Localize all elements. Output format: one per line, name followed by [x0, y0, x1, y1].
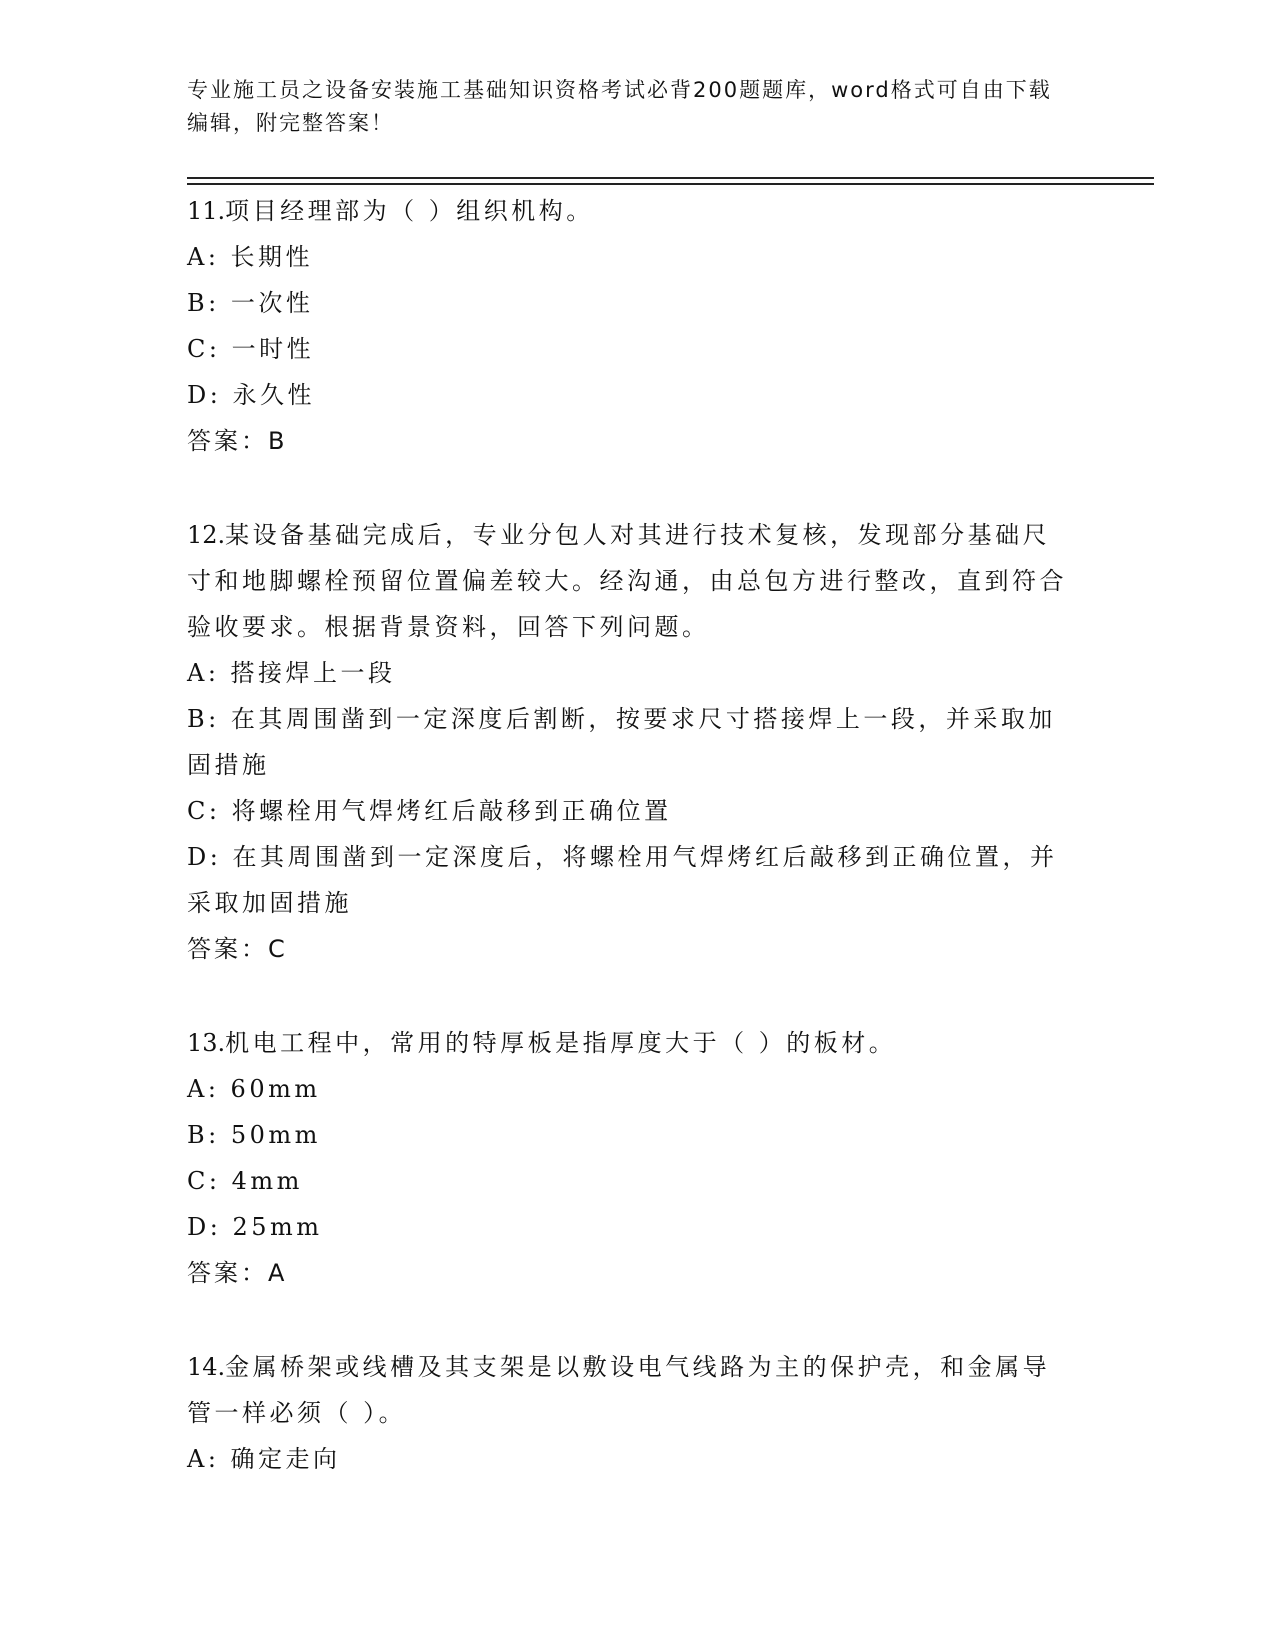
question-11	[187, 188, 1077, 464]
question-list	[187, 188, 1077, 1530]
option-c: C: 将螺栓用气焊烤红后敲移到正确位置	[187, 797, 672, 825]
question-12	[187, 512, 1077, 972]
option-a: A: 60mm	[187, 1075, 321, 1103]
answer-label: 答案：B	[187, 427, 288, 455]
option-c: C: 4mm	[187, 1167, 303, 1195]
page-header	[187, 74, 1067, 140]
question-stem	[187, 188, 1077, 234]
question-number: 11.	[187, 197, 226, 225]
option-d: D: 在其周围凿到一定深度后，将螺栓用气焊烤红后敲移到正确位置，并采取加固措施	[187, 843, 1058, 917]
header-text: 专业施工员之设备安装施工基础知识资格考试必背200题题库，word格式可自由下载编辑，附完整答案！	[187, 78, 1052, 135]
answer-label: 答案：C	[187, 935, 288, 963]
question-text: 机电工程中，常用的特厚板是指厚度大于（ ）的板材。	[225, 1029, 897, 1057]
option-c: C: 一时性	[187, 335, 315, 363]
header-rule-bottom	[187, 183, 1154, 185]
option-b: B: 一次性	[187, 289, 314, 317]
option-a: A: 搭接焊上一段	[187, 659, 396, 687]
question-stem	[187, 1020, 1077, 1066]
question-13	[187, 1020, 1077, 1296]
question-text: 某设备基础完成后，专业分包人对其进行技术复核，发现部分基础尺寸和地脚螺栓预留位置偏差较大。经沟通，由总包方进行整改，直到符合验收要求。根据背景资料，回答下列问题。	[187, 521, 1067, 641]
option-b: B: 在其周围凿到一定深度后割断，按要求尺寸搭接焊上一段，并采取加固措施	[187, 705, 1056, 779]
question-text: 金属桥架或线槽及其支架是以敷设电气线路为主的保护壳，和金属导管一样必须（ ）。	[187, 1353, 1051, 1427]
question-text: 项目经理部为（ ）组织机构。	[225, 197, 594, 225]
option-b: B: 50mm	[187, 1121, 321, 1149]
option-a: A: 确定走向	[187, 1445, 341, 1473]
option-a: A: 长期性	[187, 243, 314, 271]
option-d: D: 永久性	[187, 381, 315, 409]
question-stem	[187, 512, 1077, 650]
question-number: 13.	[187, 1029, 226, 1057]
question-number: 12.	[187, 521, 226, 549]
question-stem	[187, 1344, 1077, 1436]
option-d: D: 25mm	[187, 1213, 323, 1241]
question-number: 14.	[187, 1353, 226, 1381]
question-14	[187, 1344, 1077, 1482]
header-rule-top	[187, 177, 1154, 179]
answer-label: 答案：A	[187, 1259, 288, 1287]
